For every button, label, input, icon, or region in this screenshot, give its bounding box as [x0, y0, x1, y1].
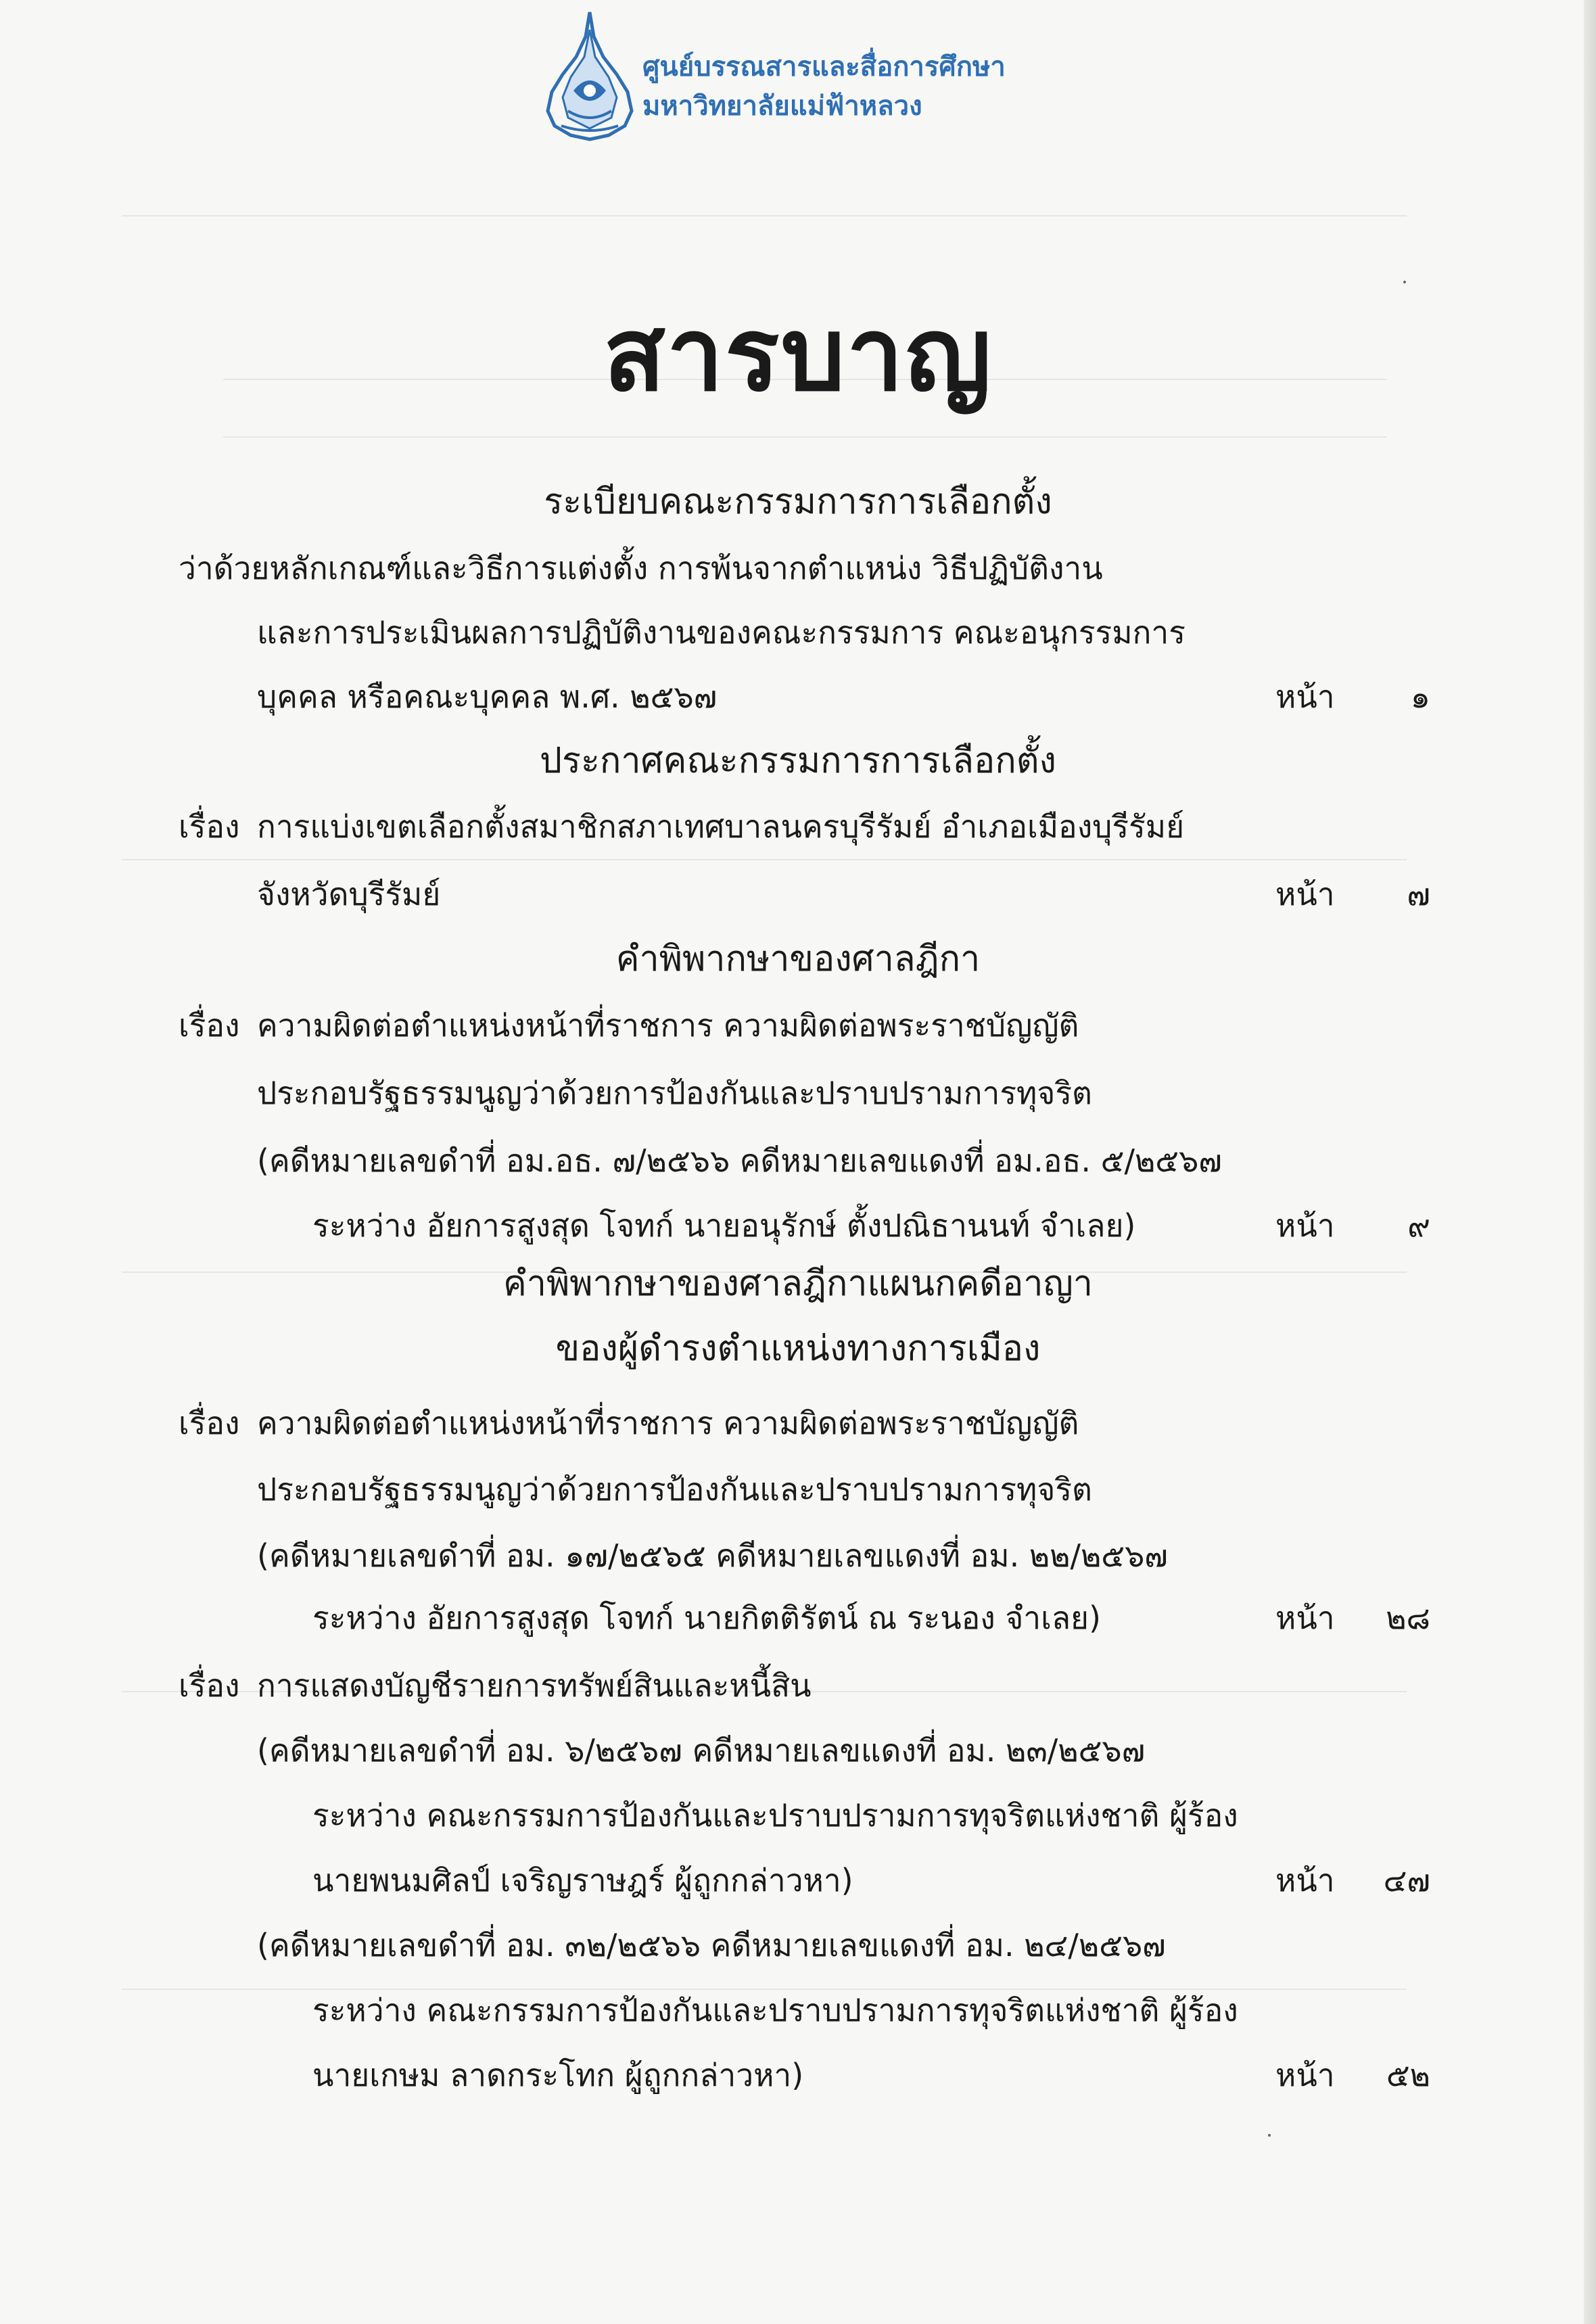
bleed-through-line — [122, 215, 1407, 216]
logo-line-2: มหาวิทยาลัยแม่ฟ้าหลวง — [642, 91, 922, 122]
page-number: ๒๘ — [1386, 1600, 1430, 1636]
section-heading: ประกาศคณะกรรมการการเลือกตั้ง — [540, 741, 1056, 781]
scan-speck — [1268, 2134, 1271, 2137]
entry-line: ว่าด้วยหลักเกณฑ์และวิธีการแต่งตั้ง การพ้นจากตำแหน่ง วิธีปฏิบัติงาน — [179, 550, 1103, 586]
subject-label: เรื่อง — [179, 1007, 240, 1044]
case-parties-line: นายเกษม ลาดกระโทก ผู้ถูกกล่าวหา) — [312, 2057, 804, 2093]
case-parties-line: นายพนมศิลป์ เจริญราษฎร์ ผู้ถูกกล่าวหา) — [312, 1862, 853, 1899]
case-number-line: (คดีหมายเลขดำที่ อม. ๓๒/๒๕๖๖ คดีหมายเลขแดงที่ อม. ๒๔/๒๕๖๗ — [257, 1927, 1166, 1963]
section-heading: คำพิพากษาของศาลฎีกาแผนกคดีอาญา — [502, 1263, 1094, 1304]
case-parties-line: ระหว่าง คณะกรรมการป้องกันและปราบปรามการทุจริตแห่งชาติ ผู้ร้อง — [312, 1992, 1238, 2028]
subject-label: เรื่อง — [179, 808, 240, 845]
case-parties-line: ระหว่าง อัยการสูงสุด โจทก์ นายอนุรักษ์ ตั้งปณิธานนท์ จำเลย) — [312, 1207, 1136, 1244]
page-number: ๑ — [1410, 678, 1430, 715]
page-number: ๔๗ — [1383, 1862, 1430, 1899]
page-title: สารบาญ — [603, 296, 993, 414]
section-heading: ของผู้ดำรงตำแหน่งทางการเมือง — [555, 1328, 1041, 1369]
bleed-through-line — [223, 436, 1386, 438]
scan-speck — [1403, 281, 1406, 283]
page-label: หน้า — [1275, 876, 1335, 912]
case-number-line: (คดีหมายเลขดำที่ อม. ๖/๒๕๖๗ คดีหมายเลขแดงที่ อม. ๒๓/๒๕๖๗ — [257, 1732, 1146, 1769]
entry-line: จังหวัดบุรีรัมย์ — [257, 876, 441, 912]
logo-text — [642, 47, 1006, 126]
section-heading: ระเบียบคณะกรรมการการเลือกตั้ง — [544, 482, 1052, 522]
page-number: ๗ — [1407, 876, 1430, 912]
case-number-line: (คดีหมายเลขดำที่ อม.อธ. ๗/๒๕๖๖ คดีหมายเลขแดงที่ อม.อธ. ๕/๒๕๖๗ — [257, 1142, 1222, 1179]
page-label: หน้า — [1275, 2057, 1335, 2093]
page-number: ๕๒ — [1386, 2057, 1430, 2093]
page-label: หน้า — [1275, 1862, 1335, 1899]
subject-label: เรื่อง — [179, 1405, 240, 1441]
university-logo-icon — [541, 9, 639, 141]
entry-line: บุคคล หรือคณะบุคคล พ.ศ. ๒๕๖๗ — [257, 678, 718, 715]
subject-label: เรื่อง — [179, 1667, 240, 1704]
entry-line: ประกอบรัฐธรรมนูญว่าด้วยการป้องกันและปราบปรามการทุจริต — [257, 1471, 1092, 1508]
page-label: หน้า — [1275, 1600, 1335, 1636]
entry-line: การแบ่งเขตเลือกตั้งสมาชิกสภาเทศบาลนครบุรีรัมย์ อำเภอเมืองบุรีรัมย์ — [257, 808, 1185, 845]
case-parties-line: ระหว่าง อัยการสูงสุด โจทก์ นายกิตติรัตน์ ณ ระนอง จำเลย) — [312, 1600, 1101, 1636]
page-label: หน้า — [1275, 1207, 1335, 1244]
entry-line: ความผิดต่อตำแหน่งหน้าที่ราชการ ความผิดต่อพระราชบัญญัติ — [257, 1007, 1079, 1044]
bleed-through-line — [122, 859, 1407, 860]
entry-line: และการประเมินผลการปฏิบัติงานของคณะกรรมการ คณะอนุกรรมการ — [257, 614, 1186, 651]
entry-line: การแสดงบัญชีรายการทรัพย์สินและหนี้สิน — [257, 1667, 812, 1704]
entry-line: ความผิดต่อตำแหน่งหน้าที่ราชการ ความผิดต่อพระราชบัญญัติ — [257, 1405, 1079, 1441]
page-number: ๙ — [1407, 1207, 1430, 1244]
page-label: หน้า — [1275, 678, 1335, 715]
case-parties-line: ระหว่าง คณะกรรมการป้องกันและปราบปรามการทุจริตแห่งชาติ ผู้ร้อง — [312, 1797, 1238, 1834]
logo-line-1: ศูนย์บรรณสารและสื่อการศึกษา — [642, 51, 1006, 83]
case-number-line: (คดีหมายเลขดำที่ อม. ๑๗/๒๕๖๕ คดีหมายเลขแดงที่ อม. ๒๒/๒๕๖๗ — [257, 1537, 1168, 1574]
entry-line: ประกอบรัฐธรรมนูญว่าด้วยการป้องกันและปราบปรามการทุจริต — [257, 1075, 1092, 1111]
section-heading: คำพิพากษาของศาลฎีกา — [615, 939, 981, 979]
